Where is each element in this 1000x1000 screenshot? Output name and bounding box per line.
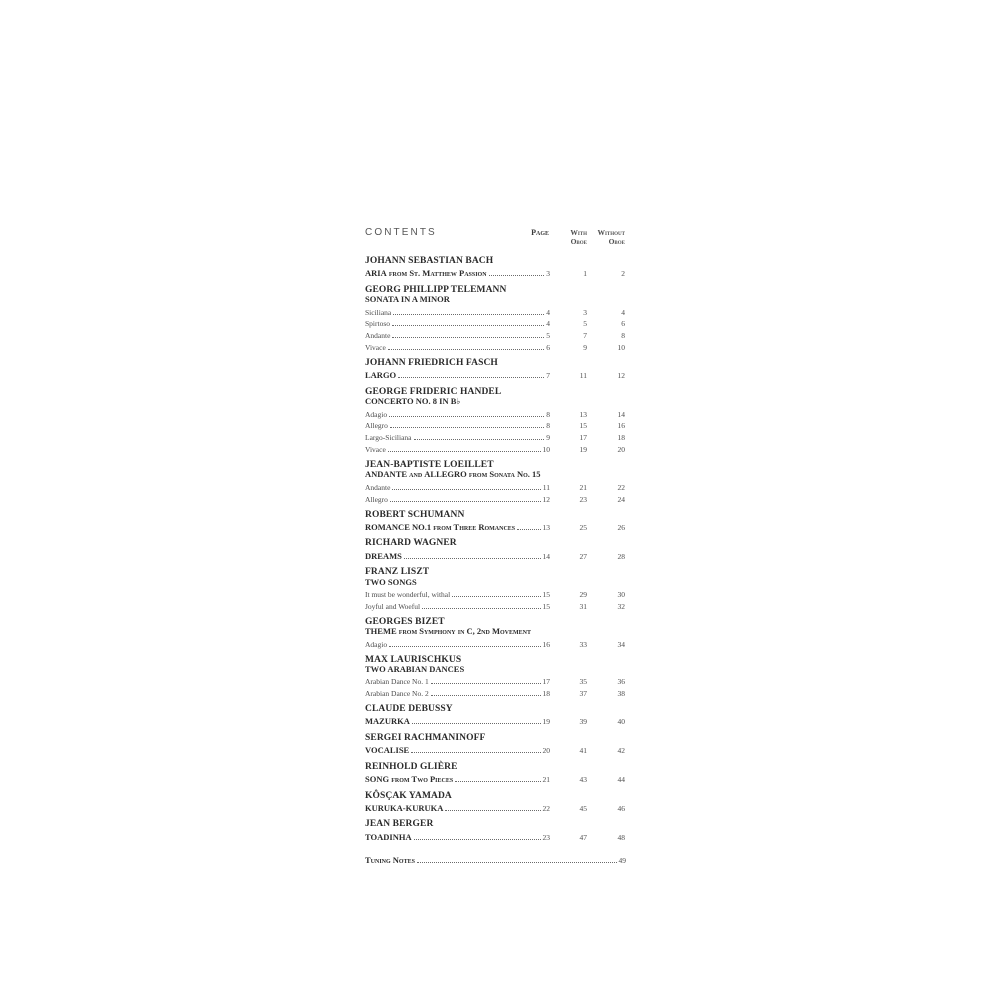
dotted-leader [414,830,541,840]
movement-main [365,430,550,442]
work-title-part: TWO ARABIAN DANCES [365,664,465,675]
work-title-part: SONG [365,774,390,785]
composer-name: CLAUDE DEBUSSY [365,704,453,715]
work-main [365,627,550,637]
work-title-part: ARIA [365,268,387,279]
work-title [365,269,487,279]
composer-name: MAX LAURISCHKUS [365,654,462,665]
page-number: 16 [542,639,550,649]
work-title-part: CONCERTO NO. 8 IN B♭ [365,396,461,407]
toc-section [365,387,635,454]
work-main [365,295,550,305]
movement-row [365,317,635,329]
dotted-leader [445,801,540,811]
movement-main [365,340,550,352]
page-number: 3 [546,269,550,279]
movement-main [365,675,550,687]
work-title-part: THEME [365,626,397,637]
work-title [365,397,460,407]
movement-row [365,492,635,504]
toc-section [365,510,635,533]
page-number: 9 [546,433,550,443]
without-oboe-number: 16 [617,421,625,431]
without-oboe-number: 24 [617,494,625,504]
without-oboe-number: 38 [617,689,625,699]
tuning-notes-page-number: 49 [618,855,626,865]
without-oboe-number: 36 [617,677,625,687]
toc-section [365,538,635,561]
without-oboe-number: 2 [621,269,625,279]
dotted-leader [452,587,540,597]
page-number: 10 [542,444,550,454]
with-oboe-number: 27 [579,551,587,561]
work-title [365,665,464,675]
with-oboe-number: 3 [583,307,587,317]
page-number: 8 [546,409,550,419]
work-title-part: and [407,469,425,480]
composer-name: JEAN-BAPTISTE LOEILLET [365,459,494,470]
dotted-leader [417,853,617,863]
with-oboe-number: 23 [579,494,587,504]
with-oboe-number: 39 [579,717,587,727]
movement-name: Allegro [365,421,388,431]
dotted-leader [392,328,544,338]
movement-name: Andante [365,331,391,341]
work-main [365,578,550,588]
with-oboe-number: 37 [579,689,587,699]
dotted-leader [517,520,540,530]
toc-section [365,285,635,352]
with-oboe-number: 9 [583,342,587,352]
column-header-with-line1: With [570,228,587,237]
work-title-part: TOADINHA [365,831,412,842]
page-number: 12 [542,494,550,504]
composer-name: SERGEI RACHMANINOFF [365,732,486,743]
without-oboe-number: 28 [617,551,625,561]
work-title-part: from Sonata No. 15 [466,469,541,480]
work-title-part: from St. Matthew Passion [386,268,487,279]
work-title [365,523,515,533]
work-row [365,830,635,842]
composer-name: FRANZ LISZT [365,567,430,578]
page-number: 8 [546,421,550,431]
page-number: 13 [542,522,550,532]
work-row [365,295,635,305]
work-title-part: DREAMS [365,550,402,561]
work-title-part: ANDANTE [365,469,408,480]
composer-name: JEAN BERGER [365,819,434,830]
column-header-with-oboe [550,228,587,246]
movement-name: Adagio [365,639,388,649]
movement-name: Adagio [365,409,388,419]
dotted-leader [431,675,541,685]
movement-name: It must be wonderful, withal [365,589,451,599]
page-number: 4 [546,307,550,317]
work-title [365,717,410,727]
work-title-part: from Symphony in C, 2nd Movement [396,626,531,637]
work-main [365,665,550,675]
with-oboe-number: 31 [579,601,587,611]
work-title [365,295,450,305]
dotted-leader [455,772,540,782]
toc-header-main [365,227,550,238]
with-oboe-number: 7 [583,331,587,341]
page-number: 14 [542,551,550,561]
with-oboe-number: 19 [579,444,587,454]
page-number: 22 [542,803,550,813]
toc-section [365,256,635,279]
composer-name: JOHANN FRIEDRICH FASCH [365,357,498,368]
composer-name: REINHOLD GLIÈRE [365,761,458,772]
movement-main [365,305,550,317]
with-oboe-number: 45 [579,803,587,813]
work-row [365,578,635,588]
page-number: 7 [546,371,550,381]
dotted-leader [398,368,544,378]
work-row [365,267,635,279]
work-main [365,743,550,755]
movement-row [365,419,635,431]
work-title-part: ROMANCE NO.1 [365,521,432,532]
dotted-leader [412,715,541,725]
work-title-part: TWO SONGS [365,576,417,587]
page-number: 4 [546,319,550,329]
dotted-leader [390,492,541,502]
with-oboe-number: 17 [579,433,587,443]
page-number: 6 [546,342,550,352]
work-main [365,267,550,279]
composer-name: KÔSÇAK YAMADA [365,790,452,801]
without-oboe-number: 6 [621,319,625,329]
work-row [365,520,635,532]
composer-name: GEORGES BIZET [365,616,445,627]
work-row [365,743,635,755]
dotted-leader [392,480,540,490]
movement-name: Arabian Dance No. 2 [365,689,429,699]
work-title-part: from Two Pieces [389,774,454,785]
work-title [365,552,402,562]
movement-name: Vivace [365,444,386,454]
work-row [365,627,635,637]
work-row [365,397,635,407]
movement-row [365,407,635,419]
movement-name: Vivace [365,342,386,352]
work-main [365,520,550,532]
dotted-leader [393,305,544,315]
without-oboe-number: 12 [617,371,625,381]
work-row [365,665,635,675]
without-oboe-number: 44 [617,775,625,785]
movement-main [365,599,550,611]
work-row [365,368,635,380]
page-number: 15 [542,589,550,599]
movement-row [365,340,635,352]
movement-row [365,675,635,687]
movement-row [365,686,635,698]
tuning-notes-label: Tuning Notes [365,854,415,865]
movement-main [365,686,550,698]
work-title-part: SONATA IN A MINOR [365,294,450,305]
movement-main [365,407,550,419]
page-number: 15 [542,601,550,611]
dotted-leader [388,442,541,452]
work-main [365,470,550,480]
work-main [365,772,550,784]
movement-row [365,328,635,340]
toc-section [365,704,635,727]
page-number: 5 [546,331,550,341]
work-main [365,830,550,842]
page-number: 18 [542,689,550,699]
work-row [365,470,635,480]
with-oboe-number: 21 [579,482,587,492]
toc-section [365,460,635,504]
composer-name: ROBERT SCHUMANN [365,509,465,520]
with-oboe-number: 1 [583,269,587,279]
work-main [365,715,550,727]
work-title-part: MAZURKA [365,716,410,727]
toc-section [365,733,635,756]
movement-row [365,480,635,492]
with-oboe-number: 41 [579,746,587,756]
movement-row [365,587,635,599]
page-number: 20 [542,746,550,756]
movement-row [365,305,635,317]
without-oboe-number: 42 [617,746,625,756]
movement-name: Allegro [365,494,388,504]
work-main [365,549,550,561]
movement-main [365,328,550,340]
toc-section [365,819,635,842]
toc-sections [365,256,635,842]
without-oboe-number: 22 [617,482,625,492]
tuning-notes-row [365,853,635,865]
without-oboe-number: 26 [617,522,625,532]
dotted-leader [414,430,545,440]
without-oboe-number: 48 [617,832,625,842]
column-header-page: Page [531,228,549,237]
column-header-with-line2: Oboe [570,237,587,246]
without-oboe-number: 46 [617,803,625,813]
page-number: 19 [542,717,550,727]
without-oboe-number: 10 [617,342,625,352]
composer-name: JOHANN SEBASTIAN BACH [365,256,494,266]
movement-row [365,442,635,454]
page-number: 11 [542,482,550,492]
movement-main [365,317,550,329]
without-oboe-number: 20 [617,444,625,454]
work-row [365,715,635,727]
work-main [365,368,550,380]
movement-name: Joyful and Woeful [365,601,421,611]
movement-main [365,492,550,504]
with-oboe-number: 11 [579,371,587,381]
work-title [365,371,396,381]
work-title-part: KURUKA-KURUKA [365,802,444,813]
movement-main [365,419,550,431]
toc-section [365,655,635,699]
without-oboe-number: 4 [621,307,625,317]
work-title [365,470,541,480]
dotted-leader [404,549,541,559]
page-number: 17 [542,677,550,687]
column-header-without-line2: Oboe [608,237,625,246]
with-oboe-number: 47 [579,832,587,842]
toc-section [365,358,635,381]
work-title [365,833,412,843]
with-oboe-number: 29 [579,589,587,599]
dotted-leader [389,407,544,417]
with-oboe-number: 35 [579,677,587,687]
work-title [365,627,531,637]
dotted-leader [411,743,540,753]
toc-section [365,791,635,814]
movement-name: Spirtoso [365,319,391,329]
work-title-part: VOCALISE [365,745,410,756]
work-title-part: from Three Romances [431,521,516,532]
table-of-contents [365,227,635,865]
without-oboe-number: 32 [617,601,625,611]
dotted-leader [389,637,540,647]
composer-name: GEORGE FRIDERIC HANDEL [365,386,502,397]
work-title-part: LARGO [365,370,397,381]
toc-section [365,567,635,611]
dotted-leader [392,317,544,327]
composer-name: GEORG PHILLIPP TELEMANN [365,284,507,295]
column-header-without-oboe [587,228,625,246]
work-title [365,804,443,814]
movement-row [365,430,635,442]
movement-name: Largo-Siciliana [365,433,412,443]
work-row [365,549,635,561]
with-oboe-number: 15 [579,421,587,431]
with-oboe-number: 13 [579,409,587,419]
work-row [365,801,635,813]
without-oboe-number: 18 [617,433,625,443]
without-oboe-number: 30 [617,589,625,599]
work-row [365,772,635,784]
movement-main [365,587,550,599]
movement-main [365,637,550,649]
movement-main [365,442,550,454]
without-oboe-number: 34 [617,639,625,649]
movement-row [365,637,635,649]
work-main [365,801,550,813]
movement-name: Andante [365,482,391,492]
movement-main [365,480,550,492]
without-oboe-number: 14 [617,409,625,419]
dotted-leader [431,686,541,696]
work-title-part: ALLEGRO [424,469,467,480]
column-header-without-line1: Without [597,228,625,237]
with-oboe-number: 33 [579,639,587,649]
movement-name: Siciliana [365,307,392,317]
with-oboe-number: 43 [579,775,587,785]
toc-header [365,227,635,246]
work-title [365,775,453,785]
movement-name: Arabian Dance No. 1 [365,677,429,687]
with-oboe-number: 25 [579,522,587,532]
dotted-leader [489,267,545,277]
composer-name: RICHARD WAGNER [365,538,457,549]
work-main [365,397,550,407]
dotted-leader [422,599,540,609]
page-title: CONTENTS [365,227,437,238]
toc-section [365,762,635,785]
without-oboe-number: 40 [617,717,625,727]
work-title [365,746,409,756]
toc-section [365,617,635,649]
page-number: 23 [542,832,550,842]
dotted-leader [390,419,544,429]
movement-row [365,599,635,611]
work-title [365,578,417,588]
page-number: 21 [542,775,550,785]
without-oboe-number: 8 [621,331,625,341]
dotted-leader [388,340,544,350]
with-oboe-number: 5 [583,319,587,329]
